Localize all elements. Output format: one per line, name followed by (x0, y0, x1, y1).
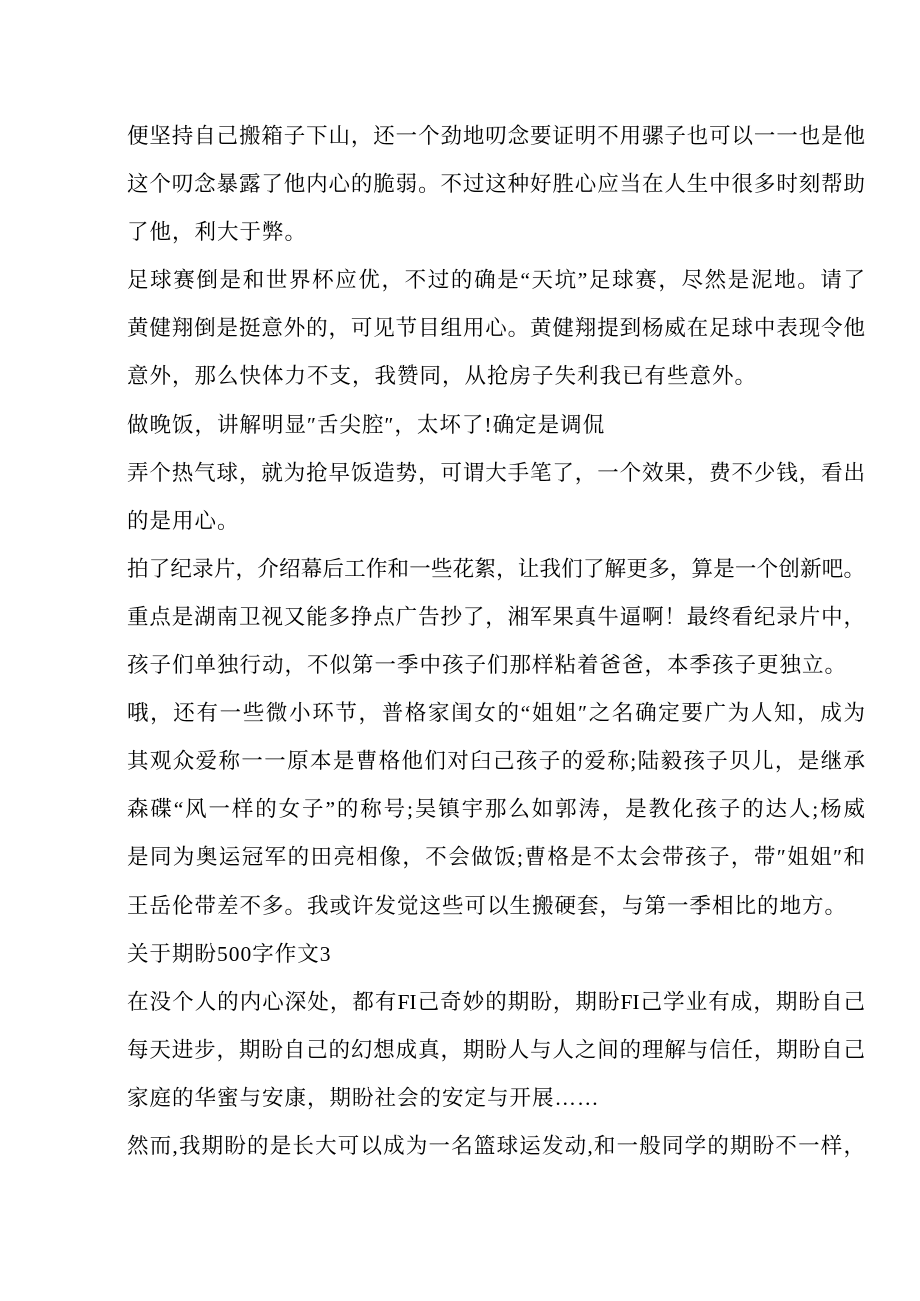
text-line: 哦，还有一些微小环节，普格家闺女的“姐姐″之名确定要广为人知，成为 (127, 701, 865, 726)
text-line: 拍了纪录片，介绍幕后工作和一些花絮，让我们了解更多，算是一个创新吧。 (127, 556, 865, 581)
paragraph (127, 978, 865, 1122)
text-line: 家庭的华蜜与安康，期盼社会的安定与开展…… (127, 1085, 600, 1110)
text-line: 便坚持自己搬箱子下山，还一个劲地叨念要证明不用骡子也可以一一也是他 (127, 124, 865, 148)
paragraph (127, 1122, 865, 1170)
text-line: 关于期盼500字作文3 (127, 941, 332, 966)
text-line: 重点是湖南卫视又能多挣点广告抄了，湘军果真牛逼啊！最终看纪录片中， (127, 604, 865, 629)
paragraph (127, 112, 865, 256)
text-line: 弄个热气球，就为抢早饭造势，可谓大手笔了，一个效果，费不少钱，看出 (127, 460, 865, 485)
paragraph (127, 401, 865, 449)
text-line: 黄健翔倒是挺意外的，可见节目组用心。黄健翔提到杨威在足球中表现令他 (127, 316, 865, 341)
text-line: 的是用心。 (127, 508, 240, 533)
document-text (127, 112, 865, 1170)
text-line: 是同为奥运冠军的田亮相像，不会做饭;曹格是不太会带孩子，带″姐姐″和 (127, 845, 865, 870)
paragraph (127, 689, 865, 929)
text-line: 在没个人的内心深处，都有FI己奇妙的期盼，期盼FI己学业有成，期盼自己 (127, 989, 865, 1014)
text-line: 足球赛倒是和世界杯应优，不过的确是“天坑”足球赛，尽然是泥地。请了 (127, 268, 865, 293)
paragraph (127, 449, 865, 545)
text-line: 然而,我期盼的是长大可以成为一名篮球运发动,和一般同学的期盼不一样， (127, 1133, 865, 1158)
text-line: 王岳伦带差不多。我或许发觉这些可以生搬硬套，与第一季相比的地方。 (127, 893, 848, 918)
text-line: 其观众爱称一一原本是曹格他们对臼己孩子的爱称;陆毅孩子贝儿，是继承 (127, 749, 865, 774)
text-line: 森碟“风一样的女子”的称号;吴镇宇那么如郭涛，是教化孩子的达人;杨威 (127, 797, 865, 822)
section-heading (127, 930, 865, 978)
text-line: 每天进步，期盼自己的幻想成真，期盼人与人之间的理解与信任，期盼自己 (127, 1037, 865, 1062)
text-line: 做晚饭，讲解明显″舌尖腔″，太坏了!确定是调侃 (127, 412, 606, 437)
paragraph (127, 256, 865, 400)
text-line: 这个叨念暴露了他内心的脆弱。不过这种好胜心应当在人生中很多时刻帮助 (127, 172, 865, 197)
text-line: 意外，那么快体力不支，我赞同，从抢房子失利我已有些意外。 (127, 364, 758, 389)
text-line: 了他，利大于弊。 (127, 220, 308, 245)
paragraph (127, 545, 865, 689)
text-line: 孩子们单独行动，不似第一季中孩子们那样粘着爸爸，本季孩子更独立。 (127, 653, 848, 678)
